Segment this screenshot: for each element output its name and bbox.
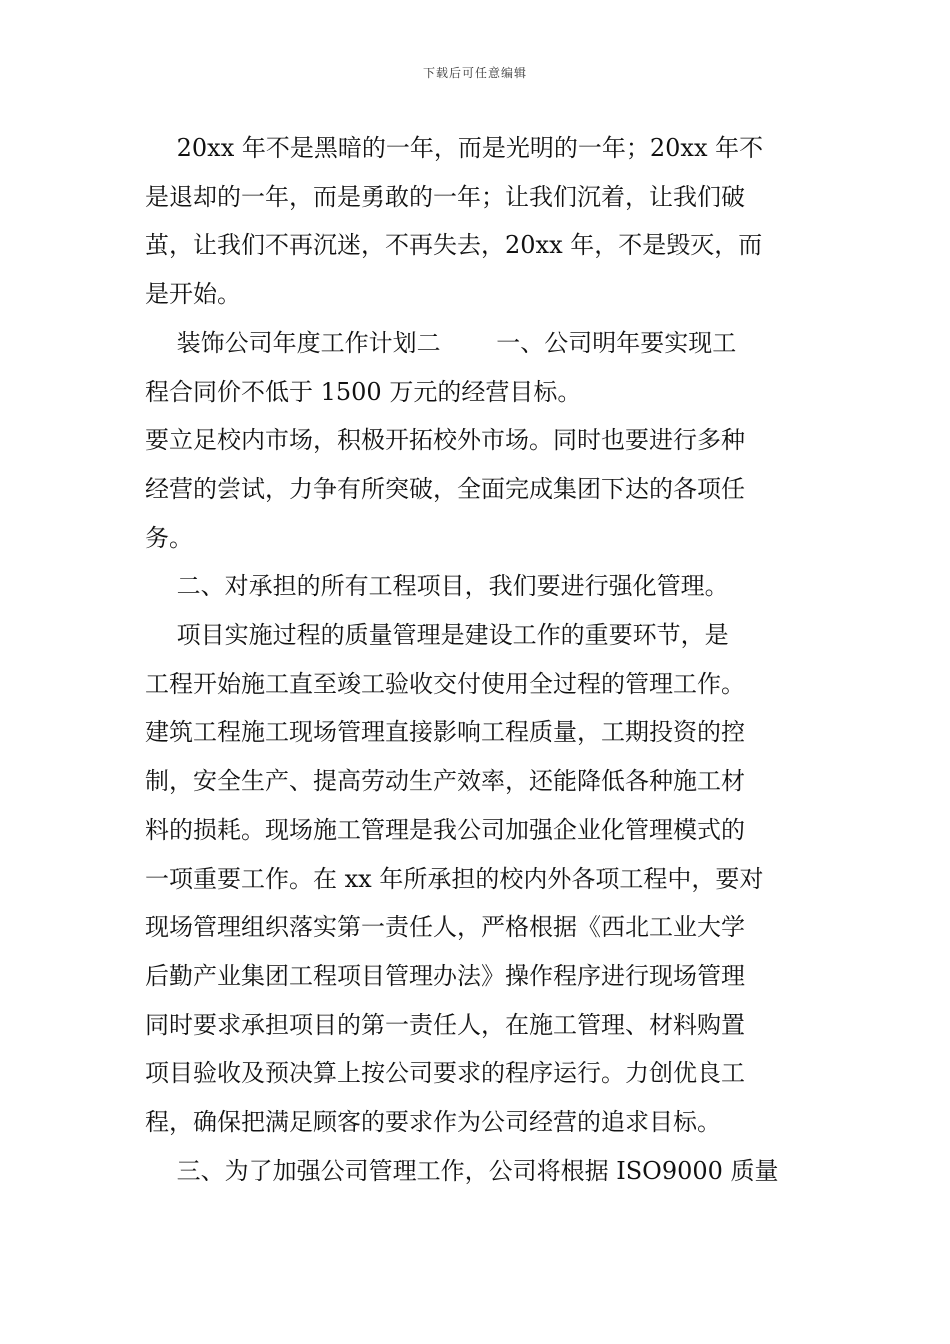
page-header: 下载后可任意编辑 (422, 66, 527, 80)
text-line: 装饰公司年度工作计划二 一、公司明年要实现工 (145, 328, 737, 357)
text-line: 是退却的一年，而是勇敢的一年；让我们沉着，让我们破 (145, 182, 745, 211)
text-line: 料的损耗。现场施工管理是我公司加强企业化管理模式的 (145, 815, 745, 844)
paragraph-6 (145, 1147, 810, 1196)
text-line: 项目验收及预决算上按公司要求的程序运行。力创优良工 (145, 1059, 745, 1088)
text-line: 建筑工程施工现场管理直接影响工程质量，工期投资的控 (145, 718, 745, 747)
text-line: 一项重要工作。在 xx 年所承担的校内外各项工程中，要对 (145, 864, 764, 893)
text-line: 工程开始施工直至竣工验收交付使用全过程的管理工作。 (145, 669, 745, 698)
paragraph-1 (145, 124, 810, 319)
paragraph-2 (145, 319, 810, 416)
text-line: 是开始。 (145, 280, 241, 309)
text-line: 20xx 年不是黑暗的一年，而是光明的一年；20xx 年不 (145, 134, 764, 162)
text-line: 务。 (145, 523, 193, 552)
text-line: 要立足校内市场，积极开拓校外市场。同时也要进行多种 (145, 426, 745, 455)
text-line: 程，确保把满足顾客的要求作为公司经营的追求目标。 (145, 1108, 721, 1137)
paragraph-4 (145, 562, 810, 611)
document-body (145, 124, 810, 1195)
text-line: 制，安全生产、提高劳动生产效率，还能降低各种施工材 (145, 767, 745, 796)
text-line: 项目实施过程的质量管理是建设工作的重要环节，是 (145, 621, 729, 650)
text-line: 三、为了加强公司管理工作，公司将根据 ISO9000 质量 (145, 1156, 779, 1185)
text-line: 同时要求承担项目的第一责任人，在施工管理、材料购置 (145, 1010, 745, 1039)
paragraph-5 (145, 611, 810, 1147)
text-line: 二、对承担的所有工程项目，我们要进行强化管理。 (145, 572, 729, 601)
text-line: 经营的尝试，力争有所突破，全面完成集团下达的各项任 (145, 474, 745, 503)
text-line: 现场管理组织落实第一责任人，严格根据《西北工业大学 (145, 913, 745, 942)
text-line: 程合同价不低于 1500 万元的经营目标。 (145, 377, 582, 406)
text-line: 茧，让我们不再沉迷，不再失去，20xx 年，不是毁灭，而 (145, 231, 763, 260)
paragraph-3 (145, 416, 810, 562)
text-line: 后勤产业集团工程项目管理办法》操作程序进行现场管理 (145, 961, 745, 990)
